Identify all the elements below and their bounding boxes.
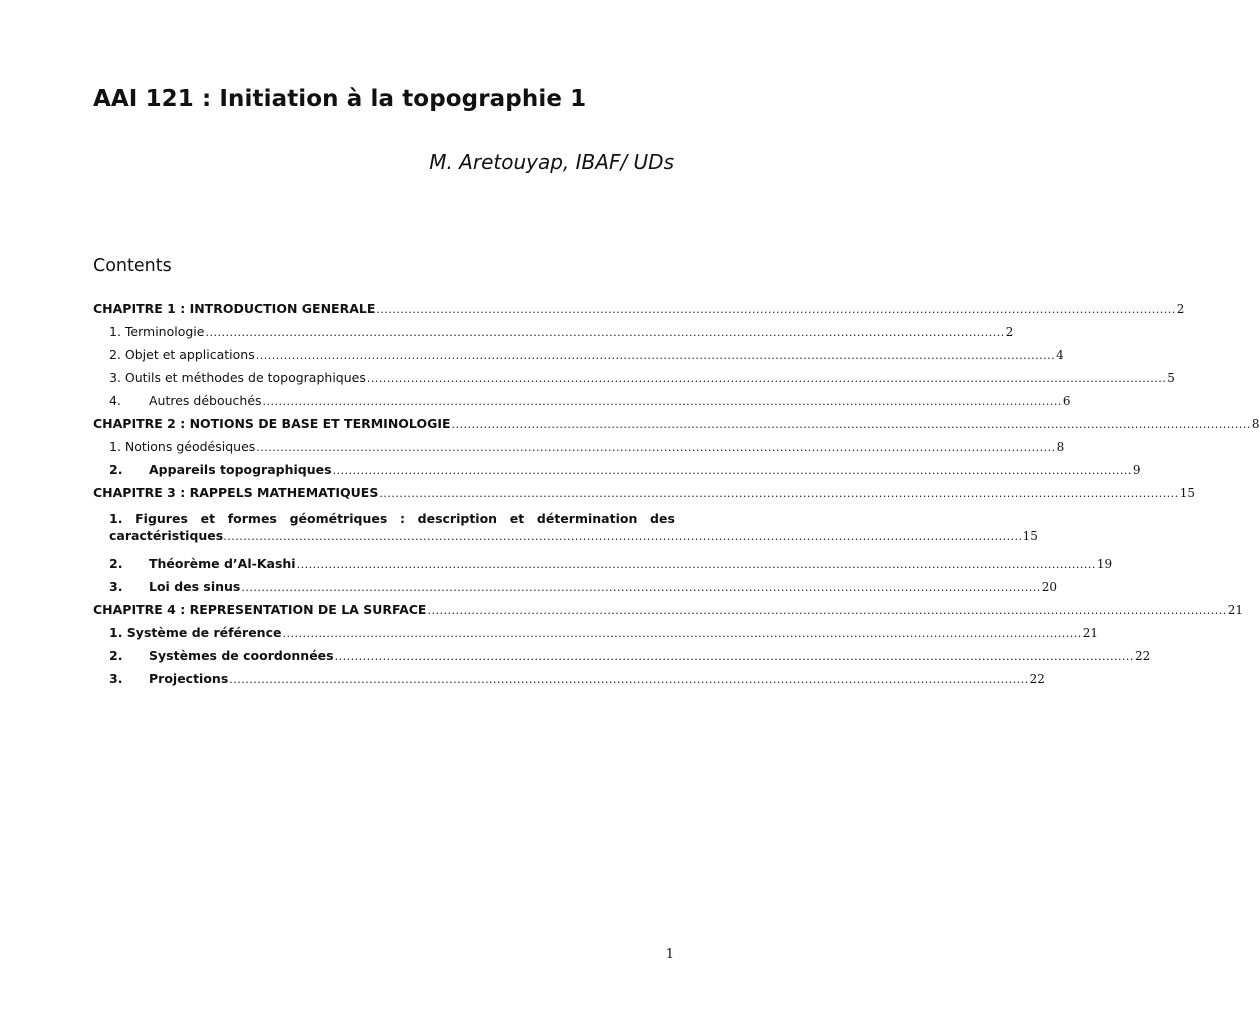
dot-leader: ........................................................................................................................................................................................................: [282, 627, 1082, 640]
toc-entry-outils-methodes[interactable]: [93, 370, 1175, 393]
toc-entry-page: 15: [1022, 529, 1038, 543]
toc-entry-page: 21: [1227, 603, 1244, 617]
toc-entry-label: Loi des sinus: [149, 579, 241, 594]
toc-entry-label-line: [109, 510, 675, 527]
toc-entry-label: Théorème d’Al-Kashi: [149, 556, 296, 571]
document-author: M. Aretouyap, IBAF/ UDs: [429, 150, 674, 174]
toc-entry-terminologie[interactable]: [93, 324, 1014, 347]
dot-leader: ........................................................................................................................................................................................................: [256, 441, 1056, 454]
toc-entry-page: 19: [1096, 557, 1113, 571]
toc-entry-page: 9: [1132, 463, 1141, 477]
toc-entry-page: 4: [1056, 348, 1064, 362]
toc-entry-page: 5: [1167, 371, 1175, 385]
toc-word: description: [417, 511, 498, 526]
toc-entry-page: 21: [1082, 626, 1099, 640]
toc-entry-systemes-coordonnees[interactable]: [93, 648, 1151, 671]
toc-entry-chapter-4[interactable]: [93, 602, 1244, 625]
contents-heading: Contents: [93, 256, 172, 276]
dot-leader: ........................................................................................................................................................................................................: [223, 530, 1023, 543]
toc-entry-figures-formes[interactable]: [93, 508, 1038, 556]
toc-entry-label: 1. Terminologie: [109, 324, 205, 339]
toc-entry-page: 2: [1176, 302, 1185, 316]
toc-word: des: [650, 511, 675, 526]
dot-leader: ........................................................................................................................................................................................................: [255, 349, 1056, 362]
toc-entry-number: 2.: [109, 462, 123, 477]
toc-word: et: [509, 511, 525, 526]
toc-word: et: [200, 511, 216, 526]
toc-entry-objet-applications[interactable]: [93, 347, 1064, 370]
toc-word: géométriques: [289, 511, 388, 526]
dot-leader: ........................................................................................................................................................................................................: [366, 372, 1167, 385]
toc-entry-notions-geodesiques[interactable]: [93, 439, 1065, 462]
toc-entry-page: 8: [1056, 440, 1065, 454]
toc-entry-page: 8: [1251, 417, 1259, 431]
toc-entry-page: 20: [1041, 580, 1057, 594]
toc-entry-systeme-reference[interactable]: [93, 625, 1099, 648]
toc-word: 1.: [109, 511, 123, 526]
dot-leader: ........................................................................................................................................................................................................: [205, 326, 1005, 339]
toc-entry-label: 1. Notions géodésiques: [109, 439, 256, 454]
toc-entry-number: 2.: [109, 556, 123, 571]
toc-entry-label: caractéristiques: [109, 528, 224, 543]
toc-entry-label: 2. Objet et applications: [109, 347, 255, 362]
toc-word: Figures: [135, 511, 188, 526]
toc-word: :: [399, 511, 405, 526]
toc-word: formes: [227, 511, 277, 526]
toc-entry-label: 3. Outils et méthodes de topographiques: [109, 370, 366, 385]
toc-entry-page: 22: [1134, 649, 1151, 663]
toc-entry-autres-debouches[interactable]: [93, 393, 1071, 416]
toc-entry-page: 22: [1029, 672, 1045, 686]
toc-entry-appareils-topographiques[interactable]: [93, 462, 1141, 485]
dot-leader: ........................................................................................................................................................................................................: [379, 487, 1179, 500]
toc-entry-theoreme-al-kashi[interactable]: [93, 556, 1113, 579]
toc-entry-number: 2.: [109, 648, 123, 663]
toc-entry-page: 15: [1179, 486, 1195, 500]
dot-leader: ........................................................................................................................................................................................................: [241, 581, 1041, 594]
toc-entry-label: Projections: [149, 671, 229, 686]
dot-leader: ........................................................................................................................................................................................................: [262, 395, 1062, 408]
dot-leader: ........................................................................................................................................................................................................: [229, 673, 1029, 686]
toc-entry-chapter-1[interactable]: [93, 301, 1185, 324]
table-of-contents: [93, 301, 1259, 694]
toc-entry-label: CHAPITRE 3 : RAPPELS MATHEMATIQUES: [93, 485, 379, 500]
toc-entry-chapter-3[interactable]: [93, 485, 1195, 508]
toc-word: détermination: [536, 511, 638, 526]
toc-entry-page: 6: [1062, 394, 1071, 408]
page-number: 1: [665, 947, 674, 962]
toc-entry-label: CHAPITRE 2 : NOTIONS DE BASE ET TERMINOLOGIE: [93, 416, 451, 431]
dot-leader: ........................................................................................................................................................................................................: [427, 604, 1227, 617]
toc-entry-label: Appareils topographiques: [149, 462, 332, 477]
dot-leader: ........................................................................................................................................................................................................: [332, 464, 1132, 477]
dot-leader: ........................................................................................................................................................................................................: [376, 303, 1176, 316]
dot-leader: ........................................................................................................................................................................................................: [451, 418, 1251, 431]
toc-entry-chapter-2[interactable]: [93, 416, 1259, 439]
dot-leader: ........................................................................................................................................................................................................: [334, 650, 1134, 663]
toc-entry-number: 4.: [109, 393, 121, 408]
dot-leader: ........................................................................................................................................................................................................: [296, 558, 1096, 571]
document-title: AAI 121 : Initiation à la topographie 1: [93, 86, 587, 112]
toc-entry-number: 3.: [109, 579, 123, 594]
toc-entry-label: CHAPITRE 4 : REPRESENTATION DE LA SURFACE: [93, 602, 427, 617]
toc-entry-label: Autres débouchés: [149, 393, 262, 408]
toc-entry-label: CHAPITRE 1 : INTRODUCTION GENERALE: [93, 301, 376, 316]
toc-entry-loi-des-sinus[interactable]: [93, 579, 1057, 602]
toc-entry-label-continuation: [109, 527, 1038, 545]
toc-entry-label: 1. Système de référence: [109, 625, 282, 640]
toc-entry-number: 3.: [109, 671, 123, 686]
toc-entry-page: 2: [1005, 325, 1014, 339]
toc-entry-label: Systèmes de coordonnées: [149, 648, 334, 663]
toc-entry-projections[interactable]: [93, 671, 1045, 694]
